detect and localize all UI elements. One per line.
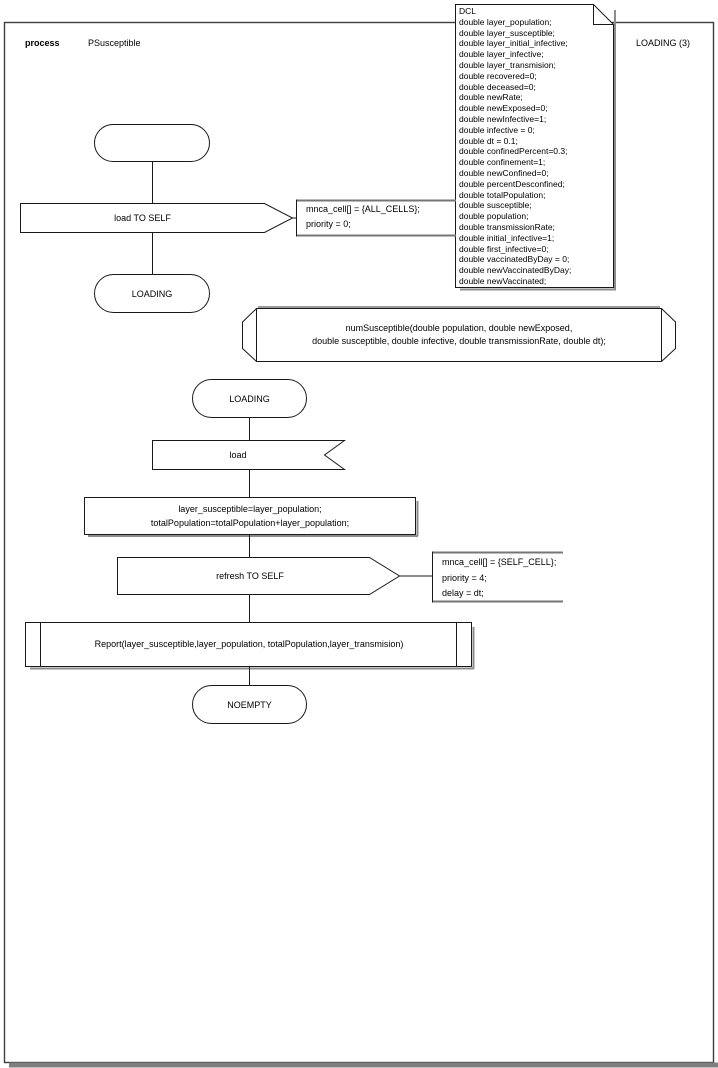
output-load-label: load TO SELF [114, 212, 171, 223]
dcl-line: double newConfined=0; [459, 167, 549, 178]
process-keyword: process [25, 38, 60, 48]
dcl-line: double infective = 0; [459, 124, 535, 135]
dcl-line: double newInfective=1; [459, 113, 547, 124]
task-shape[interactable] [85, 498, 416, 535]
comment-line: priority = 0; [306, 219, 351, 229]
dcl-line: double layer_transmision; [459, 59, 556, 70]
comment-line: mnca_cell[] = {SELF_CELL}; [442, 557, 557, 567]
procedure-call-label: Report(layer_susceptible,layer_population, totalPopulation,layer_transmision) [94, 639, 404, 649]
dcl-line: double recovered=0; [459, 70, 537, 81]
dcl-line: double totalPopulation; [459, 189, 546, 200]
process-name: PSusceptible [88, 38, 141, 48]
dcl-line: double confinement=1; [459, 157, 546, 168]
task-line: layer_susceptible=layer_population; [178, 503, 322, 514]
procedure-decl-line: double susceptible, double infective, double transmissionRate, double dt); [312, 336, 606, 346]
state-loading2-label: LOADING [229, 393, 270, 404]
dcl-line: double vaccinatedByDay = 0; [459, 254, 570, 265]
dcl-line: double layer_initial_infective; [459, 38, 568, 49]
page-label: LOADING (3) [635, 37, 690, 48]
dcl-line: double newVaccinated; [459, 275, 547, 286]
dcl-line: double deceased=0; [459, 81, 536, 92]
dcl-header: DCL [459, 6, 477, 16]
dcl-line: double layer_susceptible; [459, 27, 555, 38]
dcl-note-shape[interactable] [456, 5, 614, 288]
state-loading-shape[interactable] [95, 275, 210, 313]
input-load-shape[interactable] [153, 441, 345, 470]
dcl-line: double confinedPercent=0.3; [459, 146, 568, 157]
output-refresh-label: refresh TO SELF [216, 570, 284, 581]
dcl-line: double percentDesconfined; [459, 178, 565, 189]
dcl-line: double transmissionRate; [459, 221, 555, 232]
state-loading-label: LOADING [131, 288, 173, 299]
comment-line: delay = dt; [442, 588, 484, 598]
dcl-line: double first_infective=0; [459, 243, 549, 254]
state-noempty-shape[interactable] [193, 686, 307, 724]
dcl-line: double newRate; [459, 92, 523, 103]
comment-line: priority = 4; [442, 572, 487, 583]
input-load-label: load [229, 449, 247, 460]
state-loading2-shape[interactable] [193, 380, 307, 418]
procedure-declaration-shape[interactable] [243, 309, 676, 362]
output-load-shape[interactable] [21, 204, 293, 233]
dcl-line: double newExposed=0; [459, 103, 548, 114]
procedure-call-shape[interactable] [26, 623, 472, 667]
dcl-line: double layer_population; [459, 16, 552, 27]
dcl-line: double population; [459, 211, 529, 222]
comment-line: mnca_cell[] = {ALL_CELLS}; [306, 204, 420, 214]
output-refresh-shape[interactable] [118, 558, 400, 595]
dcl-line: double susceptible; [459, 200, 532, 211]
dcl-line: double initial_infective=1; [459, 232, 555, 243]
start-state-shape[interactable] [95, 125, 210, 162]
dcl-line: double newVaccinatedByDay; [459, 265, 572, 276]
procedure-decl-line: numSusceptible(double population, double newExposed, [345, 322, 573, 333]
task-line: totalPopulation=totalPopulation+layer_population; [150, 517, 350, 528]
state-noempty-label: NOEMPTY [227, 699, 272, 710]
dcl-line: double dt = 0.1; [459, 135, 518, 146]
dcl-line: double layer_infective; [459, 49, 544, 60]
